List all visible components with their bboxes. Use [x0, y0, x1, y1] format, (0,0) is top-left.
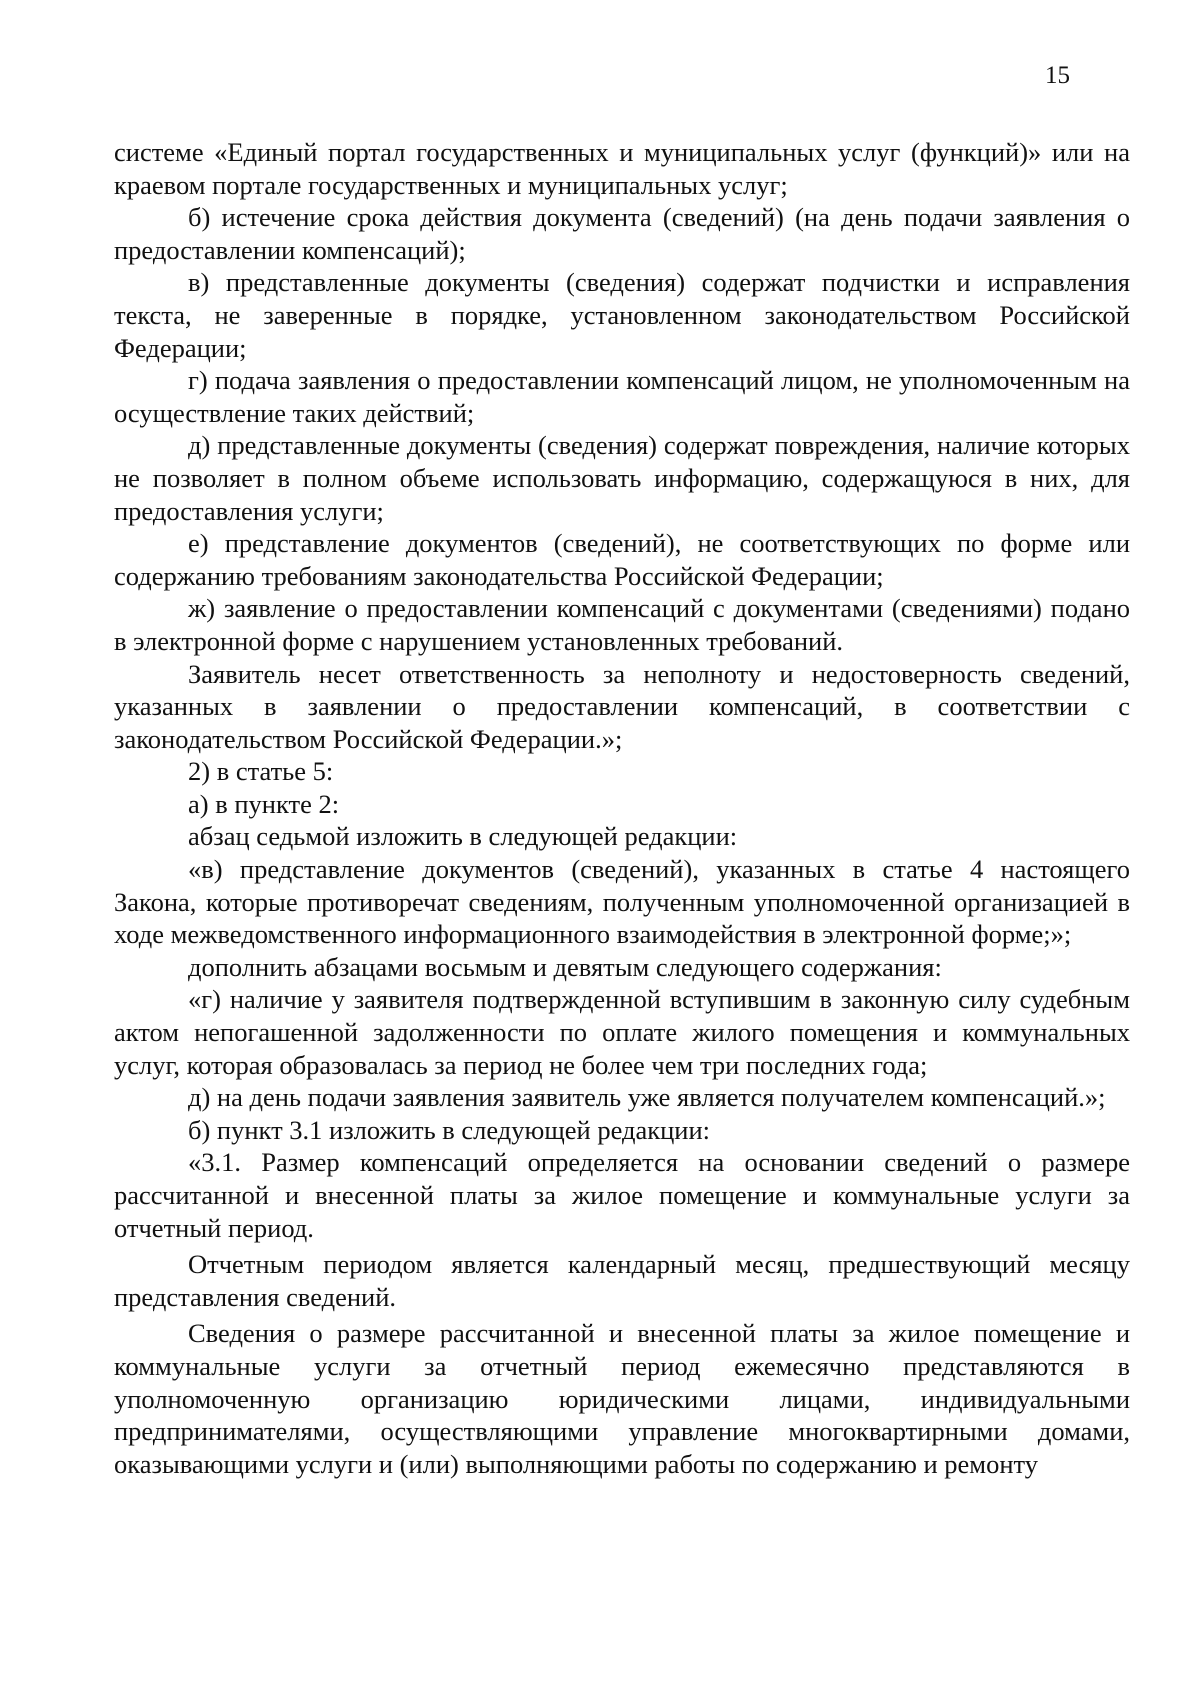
paragraph-item-d-damage: д) представленные документы (сведения) содержат повреждения, наличие которых не позволяет в полном объеме использовать информацию, содержащуюся в них, для предоставления услуги; [114, 430, 1130, 526]
paragraph-supplement: дополнить абзацами восьмым и девятым следующего содержания: [188, 951, 942, 982]
paragraph-quoted-item-v: «в) представление документов (сведений), указанных в статье 4 настоящего Закона, которые противоречат сведениям, полученным уполномоченной организацией в ходе межведомственного информационного взаимодействия в электронной форме;»; [114, 854, 1130, 950]
paragraph-clause-2: а) в пункте 2: [188, 788, 340, 819]
paragraph-item-e-nonconforming: е) представление документов (сведений), не соответствующих по форме или содержанию требованиям законодательства Российской Федерации; [114, 528, 1130, 591]
paragraph-quoted-item-d-recipient: д) на день подачи заявления заявитель уже является получателем компенсаций.»; [188, 1082, 1106, 1113]
paragraph-quoted-item-g-debt: «г) наличие у заявителя подтвержденной вступившим в законную силу судебным актом непогашенной задолженности по оплате жилого помещения и коммунальных услуг, которая образовалась за период не более чем три последних года; [114, 984, 1130, 1080]
paragraph-item-v-corrections: в) представленные документы (сведения) содержат подчистки и исправления текста, не заверенные в порядке, установленном законодательством Российской Федерации; [114, 267, 1130, 363]
paragraph-reporting-period: Отчетным периодом является календарный месяц, предшествующий месяцу представления сведений. [114, 1249, 1130, 1312]
paragraph-item-g-unauthorized: г) подача заявления о предоставлении компенсаций лицом, не уполномоченным на осуществление таких действий; [114, 365, 1130, 428]
paragraph-clause-3-1-intro: б) пункт 3.1 изложить в следующей редакции: [188, 1114, 711, 1145]
paragraph-applicant-responsibility: Заявитель несет ответственность за неполноту и недостоверность сведений, указанных в заявлении о предоставлении компенсаций, в соответствии с законодательством Российской Федерации.»; [114, 658, 1130, 754]
paragraph-item-b-expiry: б) истечение срока действия документа (сведений) (на день подачи заявления о предоставлении компенсаций); [114, 202, 1130, 265]
paragraph-portal-continuation: системе «Единый портал государственных и муниципальных услуг (функций)» или на краевом портале государственных и муниципальных услуг; [114, 137, 1130, 200]
document-body [114, 136, 1130, 1480]
paragraph-information-submission: Сведения о размере рассчитанной и внесенной платы за жилое помещение и коммунальные услуги за отчетный период ежемесячно представляются в уполномоченную организацию юридическими лицами, индивидуальными предпринимателями, осуществляющими управление многоквартирными домами, оказывающими услуги и (или) выполняющими работы по содержанию и ремонту [114, 1318, 1130, 1479]
paragraph-article-5: 2) в статье 5: [188, 756, 334, 787]
page-number: 15 [1045, 62, 1070, 89]
paragraph-clause-3-1-size: «3.1. Размер компенсаций определяется на основании сведений о размере рассчитанной и внесенной платы за жилое помещение и коммунальные услуги за отчетный период. [114, 1147, 1130, 1243]
paragraph-seventh-abzac: абзац седьмой изложить в следующей редакции: [188, 821, 738, 852]
paragraph-item-zh-electronic: ж) заявление о предоставлении компенсаций с документами (сведениями) подано в электронной форме с нарушением установленных требований. [114, 593, 1130, 656]
